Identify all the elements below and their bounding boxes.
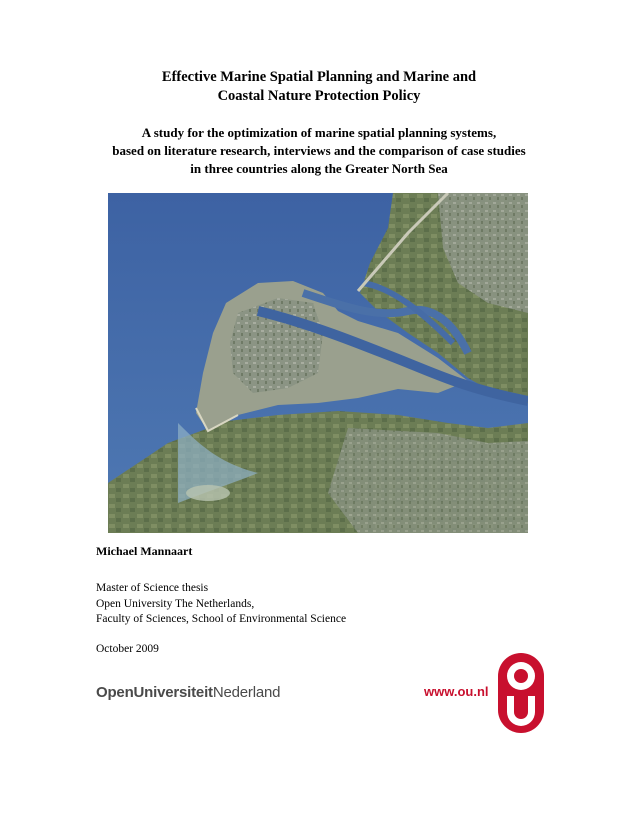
ou-logo-icon xyxy=(497,652,545,739)
thesis-line-1: Master of Science thesis xyxy=(96,582,209,594)
title-line-1: Effective Marine Spatial Planning and Marine and xyxy=(161,69,477,85)
document-subtitle xyxy=(0,124,638,178)
satellite-photo xyxy=(108,193,528,533)
title-line-2: Coastal Nature Protection Policy xyxy=(217,88,421,104)
thesis-line-3: Faculty of Sciences, School of Environmental Science xyxy=(96,613,347,625)
website-link[interactable]: www.ou.nl xyxy=(424,684,489,699)
thesis-line-2: Open University The Netherlands, xyxy=(96,597,255,610)
publication-date: October 2009 xyxy=(96,643,159,655)
open-universiteit-logo xyxy=(96,684,280,701)
subtitle-line-2: based on literature research, interviews and the comparison of case studies xyxy=(112,143,526,158)
logo-text-light: Nederland xyxy=(212,684,281,701)
thesis-info xyxy=(96,581,346,628)
author-name: Michael Mannaart xyxy=(96,544,193,558)
logo-text-bold: OpenUniversiteit xyxy=(96,684,213,701)
document-title xyxy=(0,68,638,106)
subtitle-line-1: A study for the optimization of marine spatial planning systems, xyxy=(141,125,497,140)
subtitle-line-3: in three countries along the Greater North Sea xyxy=(190,161,448,176)
